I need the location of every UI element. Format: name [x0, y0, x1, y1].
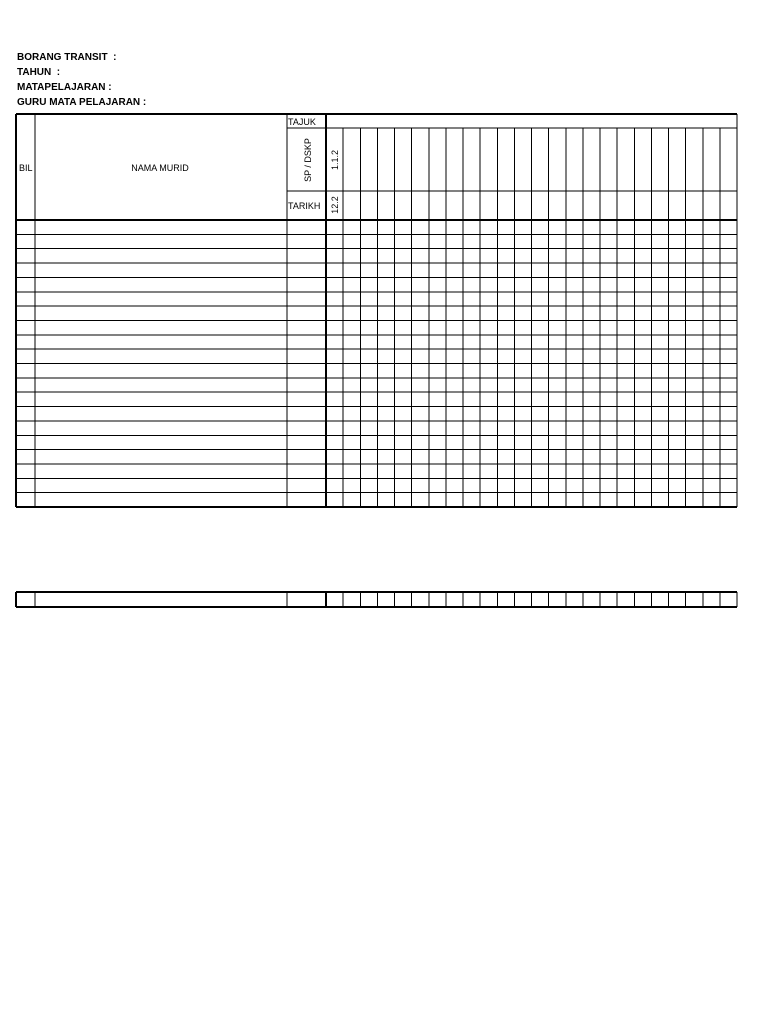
tarikh-value-1: 12.2	[330, 196, 340, 214]
guru-label: GURU MATA PELAJARAN :	[17, 97, 147, 108]
matapelajaran-label: MATAPELAJARAN :	[17, 82, 112, 93]
tajuk-label: TAJUK	[288, 117, 316, 127]
borang-transit-label: BORANG TRANSIT :	[17, 52, 117, 63]
nama-murid-header: NAMA MURID	[131, 163, 189, 173]
tahun-label: TAHUN :	[17, 67, 61, 78]
bil-header: BIL	[19, 163, 33, 173]
sp-value-1: 1.1.2	[330, 149, 340, 171]
sp-dskp-label: SP / DSKP	[303, 138, 313, 182]
tarikh-label: TARIKH	[288, 201, 321, 211]
